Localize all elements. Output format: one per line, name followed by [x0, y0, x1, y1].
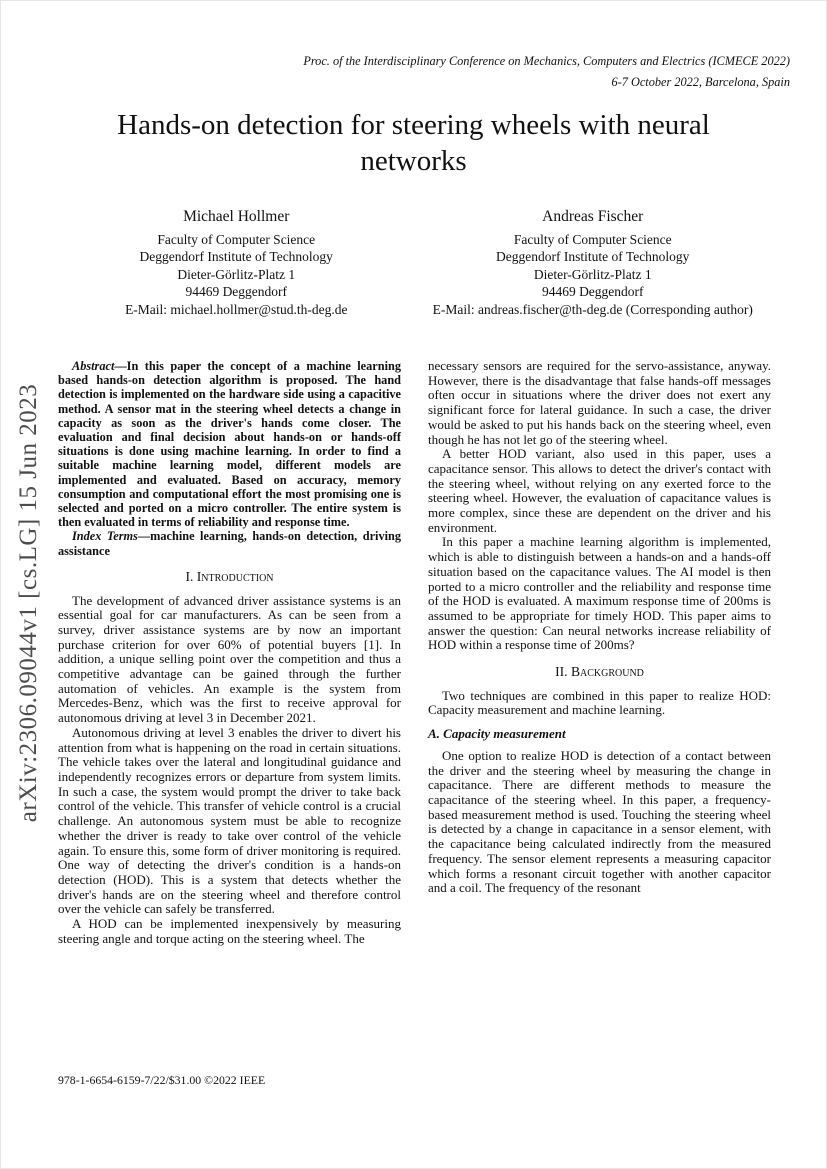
- copyright-footer: 978-1-6654-6159-7/22/$31.00 ©2022 IEEE: [58, 1073, 266, 1087]
- index-terms-text: —machine learning, hands-on detection, driving assistance: [58, 529, 401, 558]
- author-name: Andreas Fischer: [542, 208, 644, 225]
- column-left: [58, 359, 401, 946]
- author-affiliation: Dieter-Görlitz-Platz 1: [177, 266, 296, 282]
- author-section: [58, 207, 771, 318]
- capacity-measurement-paragraph: One option to realize HOD is detection of a contact between the driver and the steering wheel by measuring the change in capacitance. There are different methods to measure the capacitance of the steering wheel. In this paper, a frequency-based measurement method is used. Touching the steering wheel is detected by a change in capacitance in a sensor element, with the capacitance being calculated indirectly from the measured frequency. The sensor element represents a measuring capacitor which forms a resonant circuit together with another capacitor and a coil. The frequency of the resonant: [428, 747, 771, 896]
- author-email: E-Mail: andreas.fischer@th-deg.de (Corresponding author): [432, 301, 753, 317]
- intro-paragraph-1: The development of advanced driver assistance systems is an essential goal for car manufacturers. As can be seen from a survey, driver assistance systems are by now an important purchase criterion for over 60% of potential buyers [1]. In addition, a unique selling point over the competition and thus a competitive advantage can be gained through the further automation of vehicles. An example is the system from Mercedes-Benz, which was the first to receive approval for autonomous driving at level 3 in December 2021.: [58, 592, 401, 726]
- author-affiliation: Deggendorf Institute of Technology: [496, 249, 690, 265]
- author-affiliation: Faculty of Computer Science: [157, 232, 316, 247]
- author-affiliation: Deggendorf Institute of Technology: [139, 249, 333, 265]
- column-right: [428, 359, 771, 946]
- intro-paragraph-2: Autonomous driving at level 3 enables the driver to divert his attention from what is happening on the road in certain situations. The vehicle takes over the lateral and longitudinal guidance and independently recognizes errors or departure from system limits. In such a case, the system would prompt the driver to take back control of the vehicle. This transfer of vehicle control is a crucial challenge. An autonomous system must be able to recognize whether the driver is ready to take over control of the vehicle again. To ensure this, some form of driver monitoring is required. One way of detecting the driver's condition is a hands-on detection (HOD). This is a system that detects whether the driver's hands are on the steering wheel and therefore control over the vehicle can safely be transferred.: [58, 724, 401, 917]
- intro-paragraph-3: A HOD can be implemented inexpensively by measuring steering angle and torque acting on the steering wheel. The: [58, 916, 401, 946]
- body-paragraph-hod-variant: A better HOD variant, also used in this paper, uses a capacitance sensor. This allows to detect the driver's contact with the steering wheel, without relying on any exerted force to the steering wheel. However, the evaluation of capacitance values is more complex, since these are dependent on the driver and his environment.: [428, 446, 771, 535]
- author-block-fischer: [415, 207, 772, 318]
- paper-body: [58, 359, 771, 946]
- abstract-paragraph: [58, 359, 401, 529]
- author-block-hollmer: [58, 207, 415, 318]
- abstract-text: —In this paper the concept of a machine learning based hands-on detection algorithm is proposed. The hand detection is implemented on the hardware side using a capacitive method. A sensor mat in the steering wheel detects a change in capacity as soon as the driver's hands come closer. The evaluation and final decision about hands-on or hands-off situations is done using machine learning. In order to find a suitable machine learning model, different models are implemented and evaluated. Based on accuracy, memory consumption and computational effort the most promising one is selected and ported on a micro controller. The entire system is then evaluated in terms of reliability and response time.: [58, 359, 401, 530]
- paper-title: Hands-on detection for steering wheels with neural networks: [117, 109, 710, 177]
- subsection-heading-capacity-measurement: A. Capacity measurement: [428, 726, 566, 742]
- conference-line-2: 6-7 October 2022, Barcelona, Spain: [611, 75, 790, 89]
- background-paragraph: Two techniques are combined in this paper to realize HOD: Capacity measurement and machine learning.: [428, 687, 771, 718]
- conference-header: [303, 51, 790, 93]
- body-paragraph-ml-algorithm: In this paper a machine learning algorithm is implemented, which is able to distinguish between a hands-on and a hands-off situation based on the capacitance values. The AI model is then ported to a micro controller and the reliability and response time of the HOD is evaluated. A maximum response time of 200ms is assumed to be appropriate for timely HOD. This paper aims to answer the question: Can neural networks increase reliability of HOD within a response time of 200ms?: [428, 534, 771, 653]
- author-affiliation: Faculty of Computer Science: [513, 232, 672, 247]
- section-heading-introduction: I. Introduction: [185, 568, 274, 584]
- index-terms: [58, 529, 401, 557]
- abstract-label: Abstract: [72, 359, 115, 373]
- body-paragraph-continuation: necessary sensors are required for the servo-assistance, anyway. However, there is the disadvantage that false hands-off messages often occur in situations where the driver does not exert any significant force for lateral guidance. In such a case, the driver would be asked to put his hands back on the steering wheel, even though he has not let go of the steering wheel.: [428, 358, 771, 447]
- author-affiliation: 94469 Deggendorf: [541, 284, 644, 300]
- arxiv-watermark: arXiv:2306.09044v1 [cs.LG] 15 Jun 2023: [15, 383, 42, 823]
- conference-line-1: Proc. of the Interdisciplinary Conference on Mechanics, Computers and Electrics (ICMECE 2022): [303, 54, 790, 68]
- section-heading-background: II. Background: [555, 664, 644, 680]
- author-affiliation: Dieter-Görlitz-Platz 1: [533, 266, 652, 282]
- author-affiliation: 94469 Deggendorf: [185, 284, 288, 300]
- index-terms-label: Index Terms: [72, 529, 138, 544]
- author-email: E-Mail: michael.hollmer@stud.th-deg.de: [125, 301, 348, 317]
- author-name: Michael Hollmer: [183, 208, 290, 225]
